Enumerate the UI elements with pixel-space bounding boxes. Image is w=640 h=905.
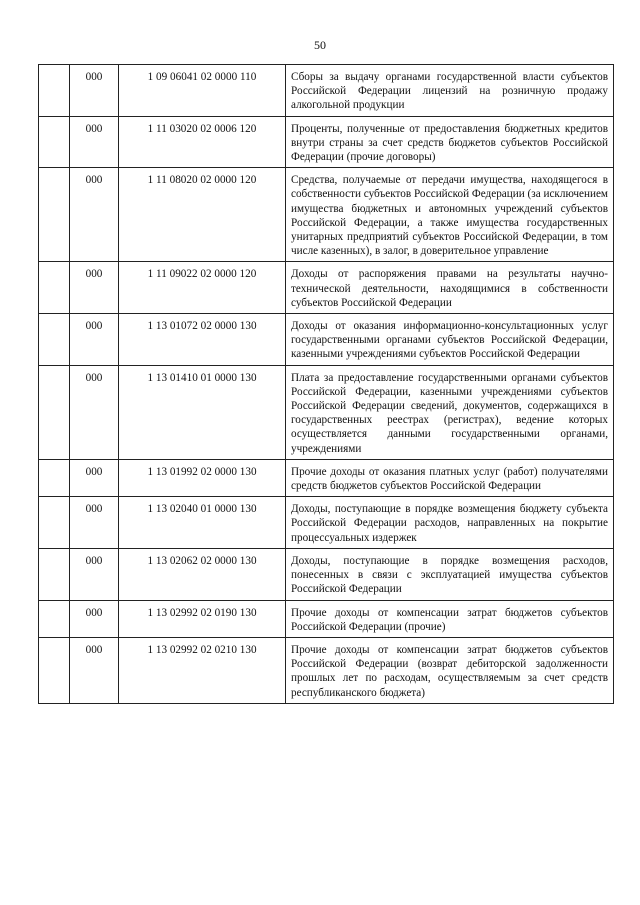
budget-code-cell: 1 13 02992 02 0210 130: [119, 637, 286, 703]
revenue-name-cell: Прочие доходы от оказания платных услуг (работ) получателями средств бюджетов субъектов Российской Федерации: [286, 459, 614, 496]
budget-code-cell: 1 13 02992 02 0190 130: [119, 600, 286, 637]
table-row: [39, 600, 614, 637]
budget-code-cell: 1 13 02040 01 0000 130: [119, 497, 286, 549]
admin-code-cell: 000: [70, 168, 119, 262]
row-number-cell: [39, 600, 70, 637]
admin-code-cell: 000: [70, 365, 119, 459]
admin-code-cell: 000: [70, 497, 119, 549]
revenue-name-cell: Прочие доходы от компенсации затрат бюджетов субъектов Российской Федерации (возврат дебиторской задолженности прошлых лет по расходам, осуществляемым за счет средств республиканского бюджета): [286, 637, 614, 703]
budget-code-cell: 1 13 01072 02 0000 130: [119, 314, 286, 366]
revenue-name-cell: Доходы от оказания информационно-консультационных услуг государственными органами субъектов Российской Федерации, казенными учреждениями субъектов Российской Федерации: [286, 314, 614, 366]
table-row: [39, 262, 614, 314]
budget-code-cell: 1 09 06041 02 0000 110: [119, 65, 286, 117]
row-number-cell: [39, 314, 70, 366]
budget-revenue-table: [38, 64, 614, 704]
row-number-cell: [39, 262, 70, 314]
budget-code-cell: 1 13 01410 01 0000 130: [119, 365, 286, 459]
page-number: 50: [314, 38, 326, 52]
revenue-name-cell: Сборы за выдачу органами государственной власти субъектов Российской Федерации лицензий на розничную продажу алкогольной продукции: [286, 65, 614, 117]
admin-code-cell: 000: [70, 548, 119, 600]
table-row: [39, 314, 614, 366]
row-number-cell: [39, 116, 70, 168]
revenue-name-cell: Плата за предоставление государственными органами субъектов Российской Федерации, казенными учреждениями субъектов Российской Федерации сведений, документов, содержащихся в государственных реестрах (регистрах), ведение которых осуществляется данными государственными органами, учреждениями: [286, 365, 614, 459]
table-row: [39, 116, 614, 168]
admin-code-cell: 000: [70, 116, 119, 168]
revenue-name-cell: Доходы, поступающие в порядке возмещения бюджету субъекта Российской Федерации расходов, направленных на покрытие процессуальных издержек: [286, 497, 614, 549]
row-number-cell: [39, 65, 70, 117]
table-row: [39, 65, 614, 117]
revenue-name-cell: Доходы, поступающие в порядке возмещения расходов, понесенных в связи с эксплуатацией имущества субъектов Российской Федерации: [286, 548, 614, 600]
table-row: [39, 497, 614, 549]
table-row: [39, 637, 614, 703]
budget-code-cell: 1 13 02062 02 0000 130: [119, 548, 286, 600]
admin-code-cell: 000: [70, 637, 119, 703]
admin-code-cell: 000: [70, 314, 119, 366]
budget-code-cell: 1 13 01992 02 0000 130: [119, 459, 286, 496]
row-number-cell: [39, 637, 70, 703]
table-row: [39, 548, 614, 600]
row-number-cell: [39, 548, 70, 600]
revenue-name-cell: Доходы от распоряжения правами на результаты научно-технической деятельности, находящимися в собственности субъектов Российской Федерации: [286, 262, 614, 314]
row-number-cell: [39, 365, 70, 459]
admin-code-cell: 000: [70, 65, 119, 117]
admin-code-cell: 000: [70, 459, 119, 496]
row-number-cell: [39, 459, 70, 496]
admin-code-cell: 000: [70, 262, 119, 314]
table-row: [39, 459, 614, 496]
row-number-cell: [39, 497, 70, 549]
budget-code-cell: 1 11 09022 02 0000 120: [119, 262, 286, 314]
revenue-name-cell: Прочие доходы от компенсации затрат бюджетов субъектов Российской Федерации (прочие): [286, 600, 614, 637]
admin-code-cell: 000: [70, 600, 119, 637]
table-row: [39, 365, 614, 459]
table-row: [39, 168, 614, 262]
budget-code-cell: 1 11 08020 02 0000 120: [119, 168, 286, 262]
revenue-name-cell: Проценты, полученные от предоставления бюджетных кредитов внутри страны за счет средств бюджетов субъектов Российской Федерации (прочие договоры): [286, 116, 614, 168]
row-number-cell: [39, 168, 70, 262]
budget-code-cell: 1 11 03020 02 0006 120: [119, 116, 286, 168]
revenue-name-cell: Средства, получаемые от передачи имущества, находящегося в собственности субъектов Российской Федерации (за исключением имущества бюджетных и автономных учреждений субъектов Российской Федерации, а также имущества государственных унитарных предприятий субъектов Российской Федерации, в том числе казенных), в залог, в доверительное управление: [286, 168, 614, 262]
